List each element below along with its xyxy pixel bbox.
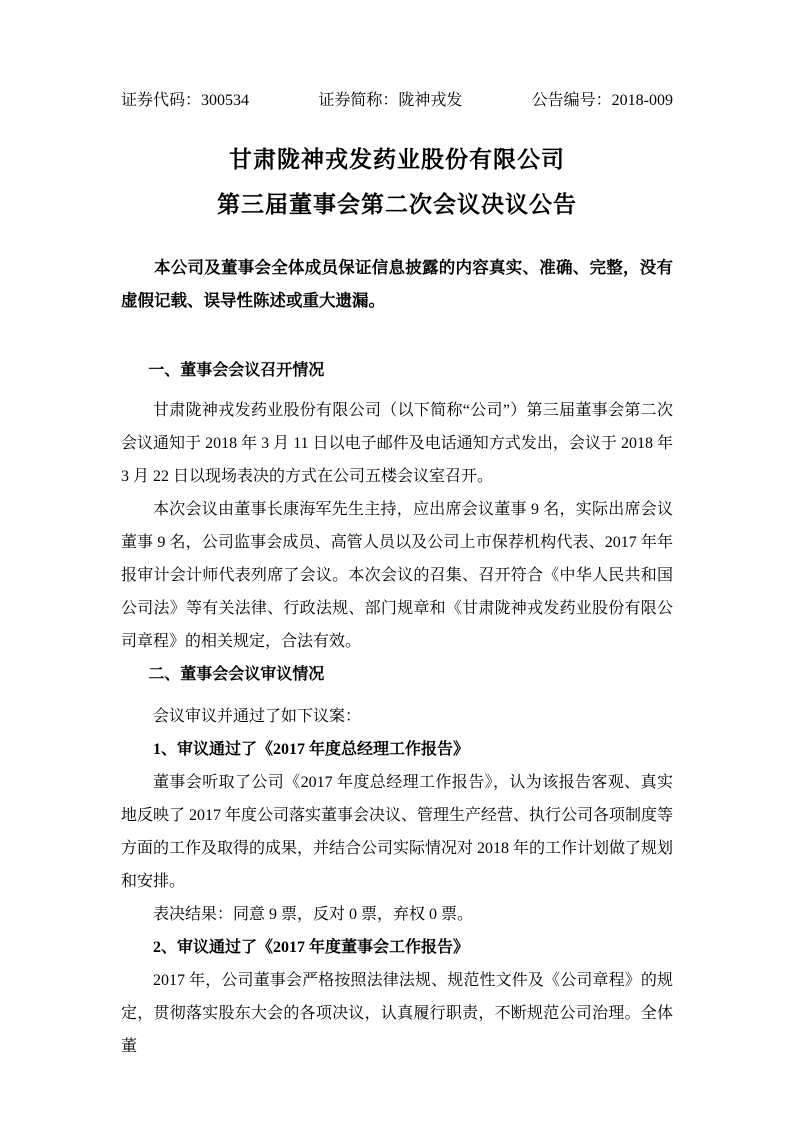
- section-2-heading: 二、董事会会议审议情况: [148, 666, 325, 683]
- section1-paragraph-2: 本次会议由董事长康海军先生主持，应出席会议董事 9 名，实际出席会议董事 9 名，公司监事会成员、高管人员以及公司上市保荐机构代表、2017 年年报审计会计师代表列席了会议。本次会议的召集、召开符合《中华人民共和国公司法》等有关法律、行政法规、部门规章和《甘肃陇神戎发药业股份有限公司章程》的相关规定，合法有效。: [121, 501, 673, 650]
- announcement-number: 公告编号：2018-009: [531, 92, 673, 109]
- section1-paragraph-1: 甘肃陇神戎发药业股份有限公司（以下简称“公司”）第三届董事会第二次会议通知于 2018 年 3 月 11 日以电子邮件及电话通知方式发出，会议于 2018 年 3 月 22 日以现场表决的方式在公司五楼会议室召开。: [121, 402, 673, 485]
- stock-code: 证券代码：300534: [121, 92, 250, 109]
- document-title-subject: 第三届董事会第二次会议决议公告: [217, 192, 577, 217]
- stock-abbr: 证券简称：陇神戎发: [318, 92, 463, 109]
- document-title-company: 甘肃陇神戎发药业股份有限公司: [229, 147, 565, 172]
- section2-intro: 会议审议并通过了如下议案：: [153, 708, 362, 725]
- resolution-1-paragraph: 董事会听取了公司《2017 年度总经理工作报告》，认为该报告客观、真实地反映了 2017 年度公司落实董事会决议、管理生产经营、执行公司各项制度等方面的工作及取得的成果，并结合公司实际情况对 2018 年的工作计划做了规划和安排。: [121, 774, 674, 890]
- section-1-heading: 一、董事会会议召开情况: [148, 362, 325, 379]
- resolution-1-vote-result: 表决结果：同意 9 票，反对 0 票，弃权 0 票。: [153, 906, 474, 923]
- resolution-1-heading: 1、审议通过了《2017 年度总经理工作报告》: [153, 741, 470, 758]
- announcement-meta-row: [121, 87, 673, 115]
- integrity-statement: 本公司及董事会全体成员保证信息披露的内容真实、准确、完整，没有虚假记载、误导性陈述或重大遗漏。: [121, 258, 673, 310]
- resolution-2-paragraph: 2017 年，公司董事会严格按照法律法规、规范性文件及《公司章程》的规定，贯彻落实股东大会的各项决议，认真履行职责，不断规范公司治理。全体董: [121, 972, 673, 1055]
- resolution-2-heading: 2、审议通过了《2017 年度董事会工作报告》: [153, 939, 470, 956]
- document-title: [121, 137, 673, 227]
